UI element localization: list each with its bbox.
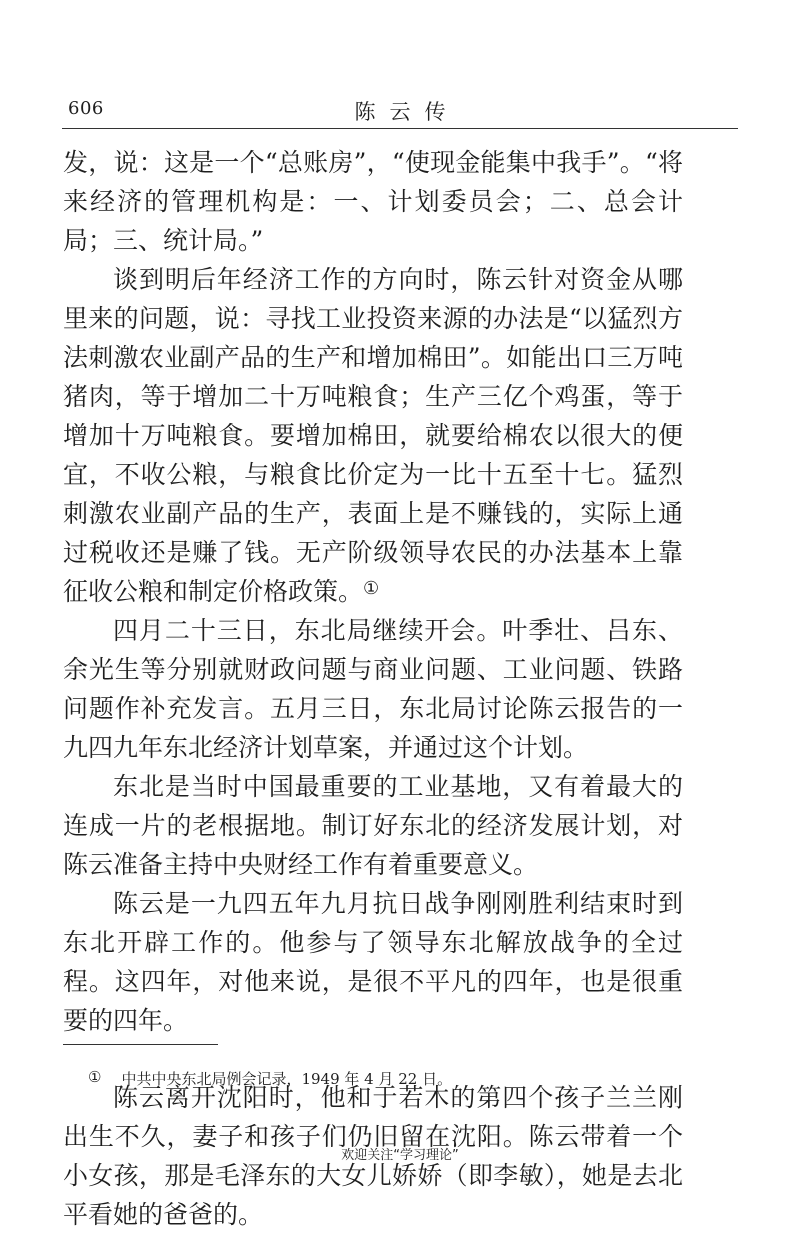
footnote-marker: ① [88, 1068, 102, 1086]
paragraph-continued [63, 143, 683, 260]
page-header [62, 96, 738, 126]
paragraph-text: 谈到明后年经济工作的方向时，陈云针对资金从哪里来的问题，说：寻找工业投资来源的办法是“以猛烈方法刺激农业副产品的生产和增加棉田”。如能出口三万吨猪肉，等于增加二十万吨粮食；生产三亿个鸡蛋，等于增加十万吨粮食。要增加棉田，就要给棉农以很大的便宜，不收公粮，与粮食比价定为一比十五至十七。猛烈刺激农业副产品的生产，表面上是不赚钱的，实际上通过税收还是赚了钱。无产阶级领导农民的办法基本上靠征收公粮和制定价格政策。 [63, 265, 683, 606]
paragraph-text: 发，说：这是一个“总账房”，“使现金能集中我手”。“将来经济的管理机构是：一、计划委员会；二、总会计局；三、统计局。” [63, 148, 683, 255]
paragraph-text: 陈云是一九四五年九月抗日战争刚刚胜利结束时到东北开辟工作的。他参与了领导东北解放战争的全过程。这四年，对他来说，是很不平凡的四年，也是很重要的四年。 [63, 889, 683, 1035]
footnote-rule [63, 1044, 218, 1045]
paragraph [63, 884, 683, 1040]
footer-note: 欢迎关注“学习理论” [341, 1148, 459, 1163]
header-rule [62, 128, 738, 129]
paragraph-text: 东北是当时中国最重要的工业基地，又有着最大的连成一片的老根据地。制订好东北的经济发展计划，对陈云准备主持中央财经工作有着重要意义。 [63, 772, 683, 879]
page-number: 606 [68, 98, 104, 119]
footnote-reference: ① [363, 578, 380, 599]
paragraph [63, 611, 683, 767]
running-title: 陈云传 [354, 100, 460, 124]
footnote [88, 1068, 452, 1089]
paragraph-text: 四月二十三日，东北局继续开会。叶季壮、吕东、余光生等分别就财政问题与商业问题、工业问题、铁路问题作补充发言。五月三日，东北局讨论陈云报告的一九四九年东北经济计划草案，并通过这个计划。 [63, 616, 683, 762]
paragraph [63, 767, 683, 884]
footnote-text: 中共中央东北局例会记录，1949 年 4 月 22 日。 [121, 1070, 453, 1088]
paragraph-text: 陈云离开沈阳时，他和于若木的第四个孩子兰兰刚出生不久，妻子和孩子们仍旧留在沈阳。陈云带着一个小女孩，那是毛泽东的大女儿娇娇（即李敏），她是去北平看她的爸爸的。 [63, 1083, 683, 1229]
paragraph [63, 260, 683, 611]
